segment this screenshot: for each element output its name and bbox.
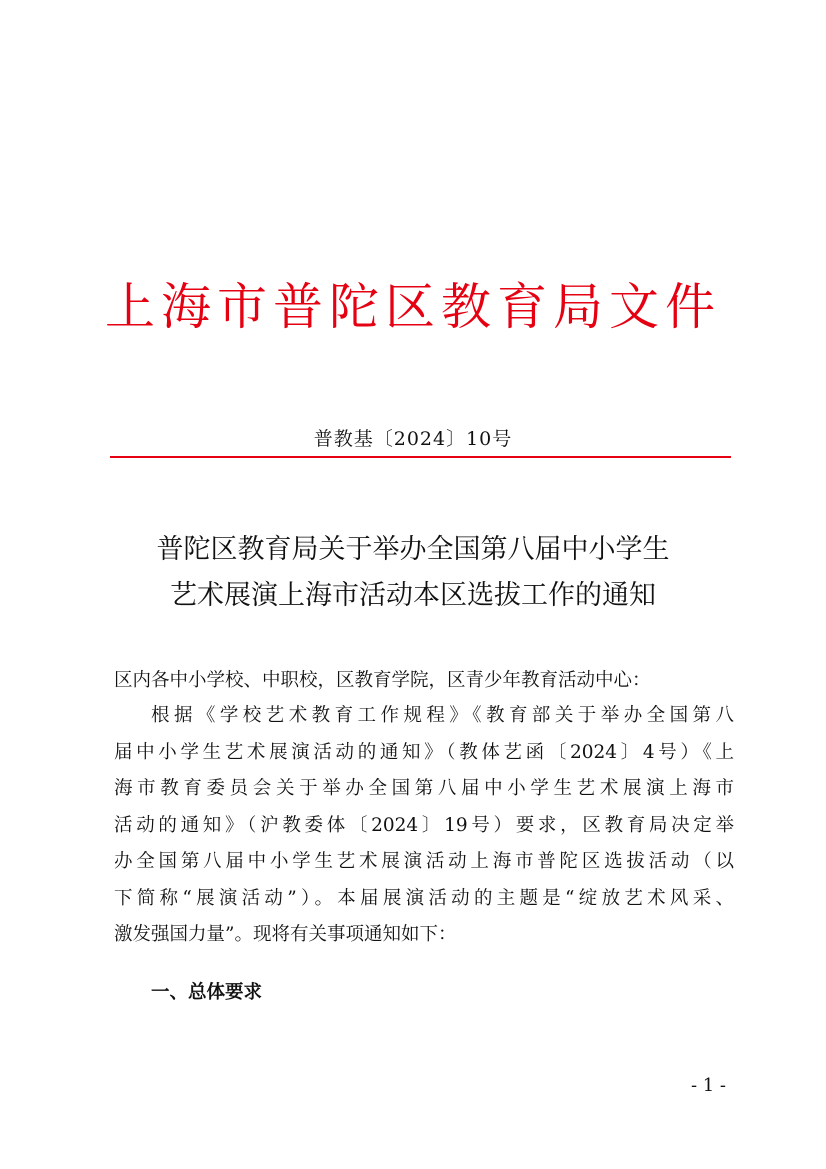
issuer-header-title: 上海市普陀区教育局文件: [105, 278, 721, 336]
body-line: 海市教育委员会关于举办全国第八届中小学生艺术展演上海市: [114, 778, 734, 799]
red-divider-line: [110, 456, 731, 458]
page-number: - 1 -: [690, 1075, 726, 1096]
notice-title-line-2: 艺术展演上海市活动本区选拔工作的通知: [170, 580, 656, 611]
document-number: 普教基〔2024〕10号: [313, 428, 513, 450]
body-line: 届中小学生艺术展演活动的通知》（教体艺函〔2024〕4号）《上: [114, 741, 734, 763]
body-line: 激发强国力量”。现将有关事项通知如下：: [114, 924, 457, 945]
body-line: 办全国第八届中小学生艺术展演活动上海市普陀区选拔活动（以: [114, 851, 734, 872]
notice-title: [0, 527, 826, 619]
body-paragraph: [114, 698, 734, 954]
recipients-line: 区内各中小学校、中职校，区教育学院，区青少年教育活动中心：: [114, 670, 651, 691]
notice-title-line-1: 普陀区教育局关于举办全国第八届中小学生: [156, 534, 670, 565]
body-line: 活动的通知》（沪教委体〔2024〕19号）要求，区教育局决定举: [114, 814, 734, 836]
body-line: 根据《学校艺术教育工作规程》《教育部关于举办全国第八: [151, 705, 734, 726]
body-line: 下简称“展演活动”）。本届展演活动的主题是“绽放艺术风采、: [114, 887, 734, 909]
section-heading: 一、总体要求: [151, 982, 263, 1003]
